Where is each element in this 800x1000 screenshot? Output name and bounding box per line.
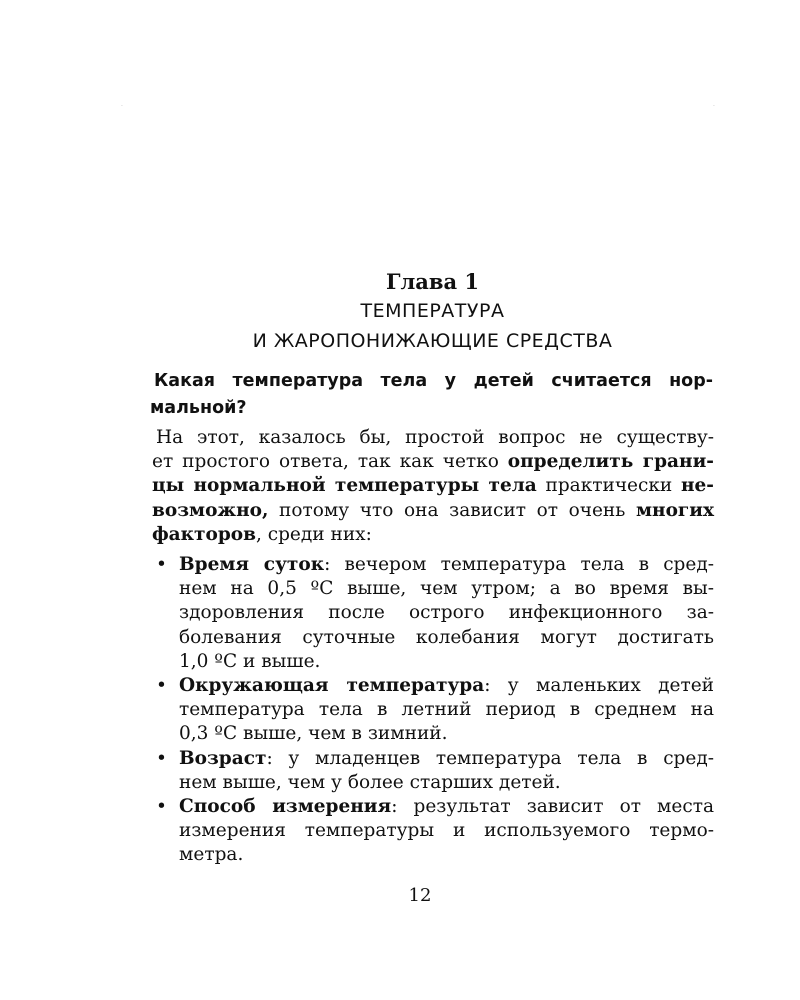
section-question: [150, 368, 713, 422]
list-item: [152, 747, 714, 795]
bullet-icon: •: [156, 675, 167, 697]
text-line: [179, 553, 714, 577]
text-line: [179, 771, 714, 795]
list-item: [152, 553, 714, 674]
text-line: [179, 601, 714, 625]
text: 0,3 ºC выше, чем в зимний.: [179, 723, 448, 745]
text: , среди них:: [255, 523, 372, 545]
bold-text: не-: [681, 475, 714, 497]
text-line: [152, 523, 714, 547]
bold-text: определить грани-: [507, 451, 714, 473]
text: : у младенцев температура тела в сред-: [266, 747, 714, 769]
text: измерения температуры и используемого термо-: [179, 820, 714, 842]
text-line: [179, 650, 714, 674]
chapter-number: Глава 1: [385, 269, 480, 294]
text: нем на 0,5 ºC выше, чем утром; а во время вы-: [179, 578, 714, 600]
text: ет простого ответа, так как четко: [152, 451, 508, 473]
text: здоровления после острого инфекционного за-: [179, 602, 714, 624]
bullet-icon: •: [156, 796, 167, 818]
text: температура тела в летний период в среднем на: [179, 699, 714, 721]
bold-text: возможно,: [152, 499, 269, 521]
text-line: [179, 626, 714, 650]
bold-text: Возраст: [179, 747, 267, 769]
list-item: [152, 795, 714, 868]
text-line: [179, 722, 714, 746]
bold-text: факторов: [152, 523, 256, 545]
bold-text: Время суток: [179, 554, 325, 575]
text: 1,0 ºC и выше.: [179, 650, 321, 672]
text-line: [152, 450, 714, 474]
body-paragraph: [152, 426, 714, 547]
chapter-title-line: И ЖАРОПОНИЖАЮЩИЕ СРЕДСТВА: [252, 330, 613, 352]
text: : у маленьких детей: [484, 675, 714, 697]
text-line: [152, 426, 714, 450]
corner-mark-left: .: [121, 101, 123, 108]
question-line: мальной?: [150, 398, 247, 418]
factors-list: [152, 553, 714, 868]
bold-text: Окружающая температура: [179, 675, 485, 697]
text-line: [152, 499, 714, 523]
text: : результат зависит от места: [391, 796, 714, 818]
bullet-icon: •: [156, 554, 167, 575]
text-line: [152, 474, 714, 498]
text-line: [179, 795, 714, 819]
text: метра.: [179, 844, 244, 866]
bold-text: цы нормальной температуры тела: [152, 475, 537, 497]
text: потому что она зависит от очень: [268, 499, 636, 521]
text-line: [179, 843, 714, 867]
text-line: [179, 674, 714, 698]
text-line: [179, 577, 714, 601]
text: болевания суточные колебания могут достигать: [179, 626, 714, 648]
corner-mark-right: .: [713, 101, 715, 108]
text: : вечером температура тела в сред-: [324, 554, 714, 575]
list-item: [152, 674, 714, 747]
text: На этот, казалось бы, простой вопрос не существу-: [156, 427, 714, 448]
text-line: [179, 698, 714, 722]
chapter-title: [150, 296, 715, 356]
text-line: [179, 819, 714, 843]
bold-text: Способ измерения: [179, 796, 392, 818]
bullet-icon: •: [156, 747, 167, 769]
text: практически: [536, 475, 681, 497]
question-line: Какая температура тела у детей считается нор-: [154, 371, 713, 391]
bold-text: многих: [635, 499, 714, 521]
chapter-title-line: ТЕМПЕРАТУРА: [360, 300, 505, 322]
text: нем выше, чем у более старших детей.: [179, 771, 561, 793]
page-number: 12: [408, 885, 432, 906]
text-line: [179, 747, 714, 771]
